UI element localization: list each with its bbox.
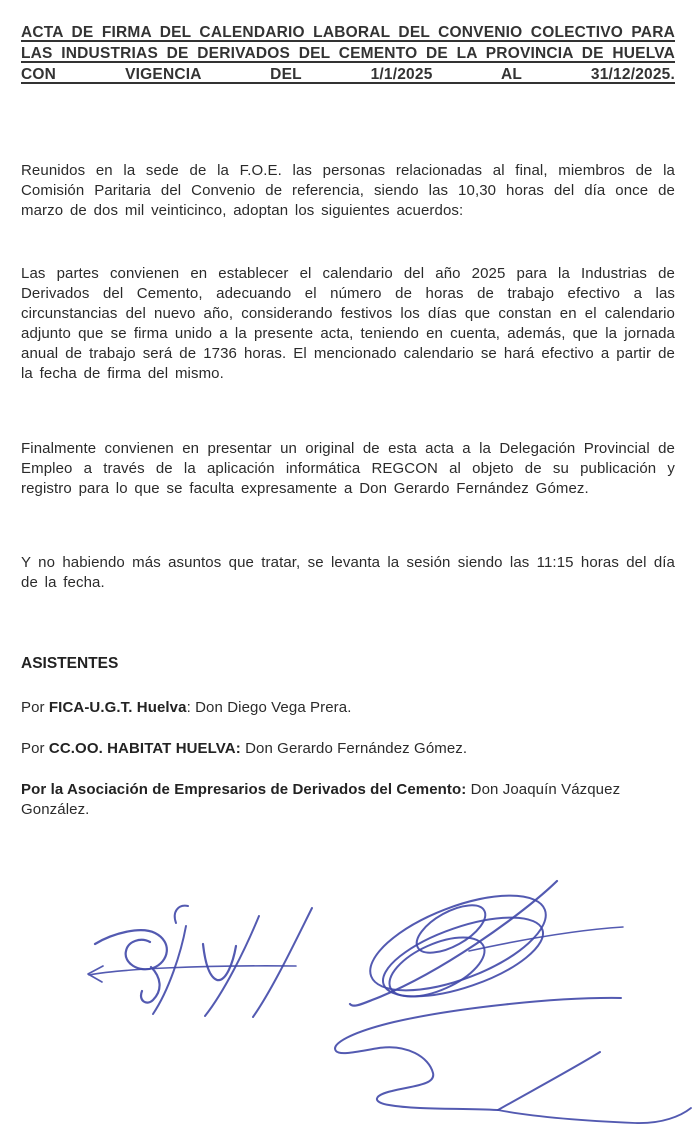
attendee-organization: FICA-U.G.T. Huelva [48,699,187,716]
attendee-row-asociacion [21,780,675,820]
handwritten-signature-bottom [335,998,691,1123]
attendee-prefix: Por [21,740,49,757]
document-title: ACTA DE FIRMA DEL CALENDARIO LABORAL DEL CONVENIO COLECTIVO PARA LAS INDUSTRIAS DE DERIVADOS DEL CEMENTO DE LA PROVINCIA DE HUELVA CON VIGENCIA DEL 1/1/2025 AL 31/12/2025. [21,24,675,83]
attendee-name: Don Joaquín Vázquez González. [21,781,621,818]
attendees-heading: ASISTENTES [21,655,119,672]
handwritten-signature-left [88,906,312,1017]
attendee-organization: CC.OO. HABITAT HUELVA: [48,740,241,757]
attendee-row-ugt [21,698,675,718]
attendee-name: : Don Diego Vega Prera. [186,699,352,716]
attendee-prefix: Por [21,699,49,716]
attendee-row-ccoo [21,739,675,759]
attendee-name: Don Gerardo Fernández Gómez. [240,740,468,757]
paragraph-regcon: Finalmente convienen en presentar un original de esta acta a la Delegación Provincial de Empleo a través de la aplicación informática REGCON al objeto de su publicación y registro para lo que se faculta expresamente a Don Gerardo Fernández Gómez. [21,440,675,497]
handwritten-signature-right [350,876,623,1013]
attendee-organization: Por la Asociación de Empresarios de Derivados del Cemento: [21,781,467,798]
paragraph-intro: Reunidos en la sede de la F.O.E. las personas relacionadas al final, miembros de la Comisión Paritaria del Convenio de referencia, siendo las 10,30 horas del día once de marzo de dos mil veinticinco, adoptan los siguientes acuerdos: [21,162,675,219]
paragraph-closing: Y no habiendo más asuntos que tratar, se levanta la sesión siendo las 11:15 horas del día de la fecha. [21,554,675,591]
paragraph-agreement: Las partes convienen en establecer el calendario del año 2025 para la Industrias de Derivados del Cemento, adecuando el número de horas de trabajo efectivo a las circunstancias del nuevo año, considerando festivos los días que constan en el calendario adjunto que se firma unido a la presente acta, teniendo en cuenta, además, que la jornada anual de trabajo será de 1736 horas. El mencionado calendario se hará efectivo a partir de la fecha de firma del mismo. [21,265,675,382]
